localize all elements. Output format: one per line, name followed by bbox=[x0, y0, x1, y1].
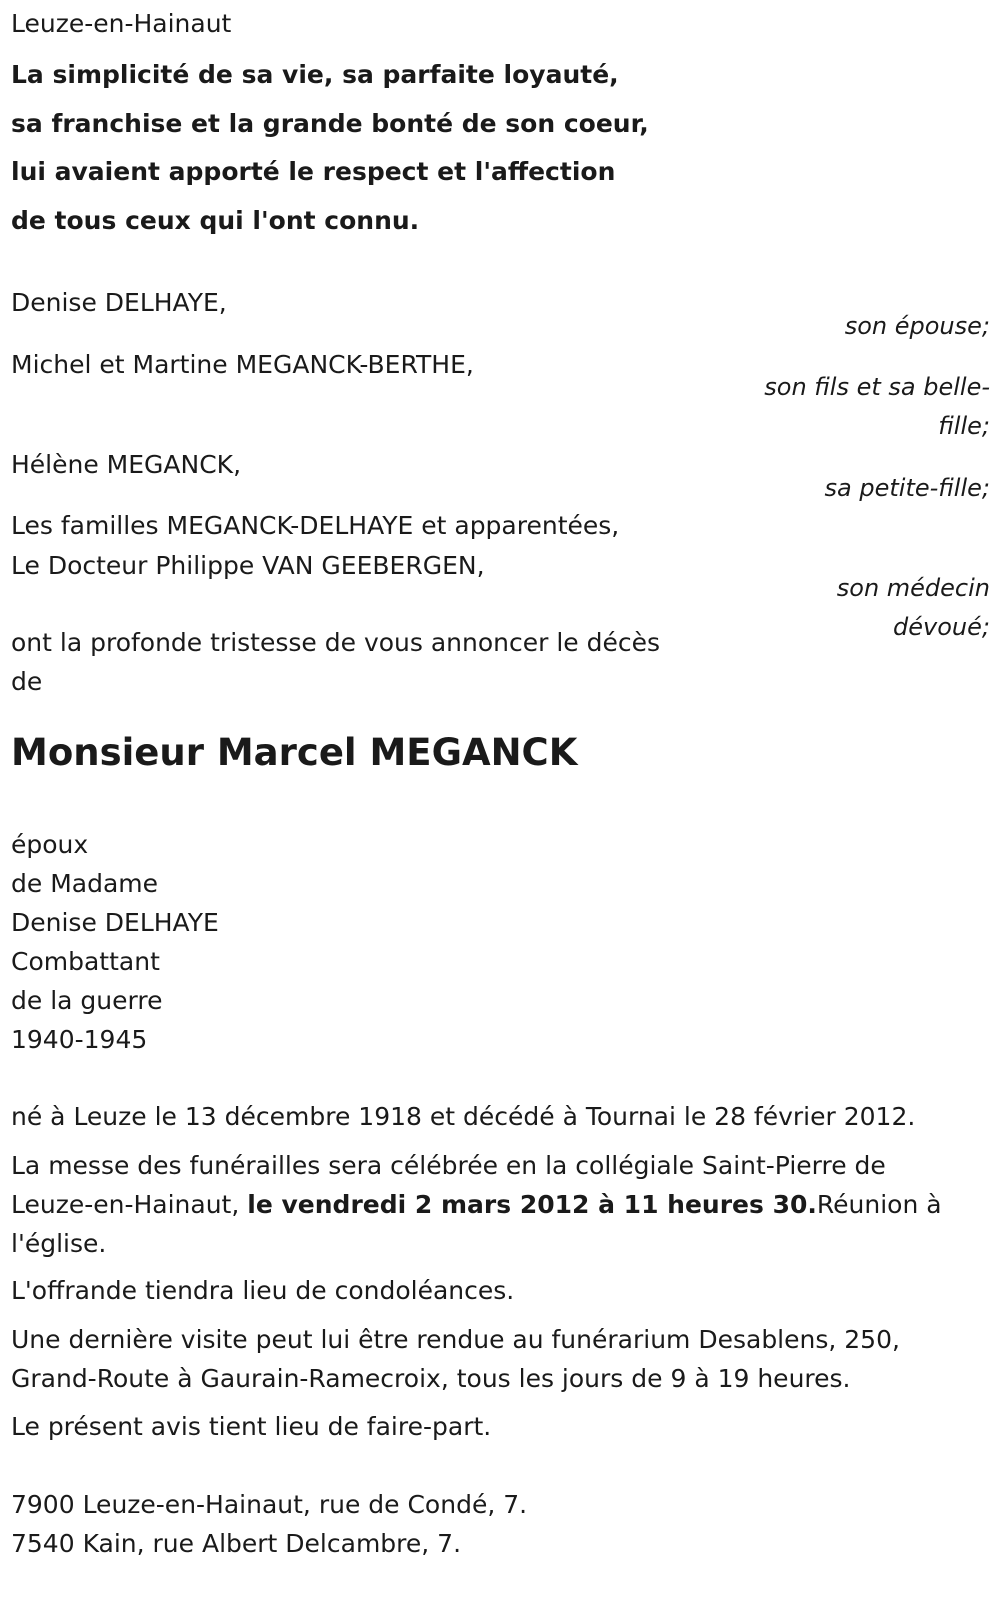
quote-line-4: de tous ceux qui l'ont connu. bbox=[11, 206, 420, 235]
address-line: 7540 Kain, rue Albert Delcambre, 7. bbox=[11, 1529, 462, 1558]
funeral-line-1: La messe des funérailles sera célébrée en la collégiale Saint-Pierre de bbox=[11, 1151, 886, 1180]
birth-death: né à Leuze le 13 décembre 1918 et décédé à Tournai le 28 février 2012. bbox=[11, 1102, 916, 1131]
visite-line-2: Grand-Route à Gaurain-Ramecroix, tous les jours de 9 à 19 heures. bbox=[11, 1364, 851, 1393]
relation-helene: sa petite-fille; bbox=[824, 474, 990, 502]
funeral-place: Leuze-en-Hainaut, bbox=[11, 1190, 248, 1219]
relation-denise: son épouse; bbox=[844, 312, 990, 340]
relation-docteur-1: son médecin bbox=[836, 574, 990, 602]
family-docteur: Le Docteur Philippe VAN GEEBERGEN, bbox=[11, 551, 485, 580]
funeral-reunion: Réunion à bbox=[816, 1190, 942, 1219]
funeral-date: le vendredi 2 mars 2012 à 11 heures 30. bbox=[247, 1190, 817, 1219]
family-familles: Les familles MEGANCK-DELHAYE et apparentées, bbox=[11, 511, 620, 540]
detail-line: époux bbox=[11, 830, 89, 859]
family-helene: Hélène MEGANCK, bbox=[11, 450, 242, 479]
detail-line: Combattant bbox=[11, 947, 160, 976]
faire-part: Le présent avis tient lieu de faire-part. bbox=[11, 1412, 492, 1441]
announcement-line-2: de bbox=[11, 667, 43, 696]
family-denise: Denise DELHAYE, bbox=[11, 288, 227, 317]
detail-line: de la guerre bbox=[11, 986, 163, 1015]
announcement-line-1: ont la profonde tristesse de vous annoncer le décès bbox=[11, 628, 661, 657]
detail-line: de Madame bbox=[11, 869, 159, 898]
quote-line-2: sa franchise et la grande bonté de son coeur, bbox=[11, 109, 649, 138]
address-line: 7900 Leuze-en-Hainaut, rue de Condé, 7. bbox=[11, 1490, 528, 1519]
detail-line: Denise DELHAYE bbox=[11, 908, 219, 937]
relation-michel-2: fille; bbox=[938, 412, 990, 440]
quote-line-1: La simplicité de sa vie, sa parfaite loyauté, bbox=[11, 60, 619, 89]
relation-michel-1: son fils et sa belle- bbox=[764, 373, 990, 401]
detail-line: 1940-1945 bbox=[11, 1025, 148, 1054]
family-michel: Michel et Martine MEGANCK-BERTHE, bbox=[11, 350, 474, 379]
funeral-line-2 bbox=[11, 1185, 942, 1225]
quote-line-3: lui avaient apporté le respect et l'affection bbox=[11, 157, 616, 186]
funeral-line-3: l'église. bbox=[11, 1229, 107, 1258]
visite-line-1: Une dernière visite peut lui être rendue au funérarium Desablens, 250, bbox=[11, 1325, 900, 1354]
deceased-name: Monsieur Marcel MEGANCK bbox=[11, 731, 578, 774]
locality: Leuze-en-Hainaut bbox=[11, 9, 232, 38]
relation-docteur-2: dévoué; bbox=[893, 613, 990, 641]
offrande: L'offrande tiendra lieu de condoléances. bbox=[11, 1276, 515, 1305]
